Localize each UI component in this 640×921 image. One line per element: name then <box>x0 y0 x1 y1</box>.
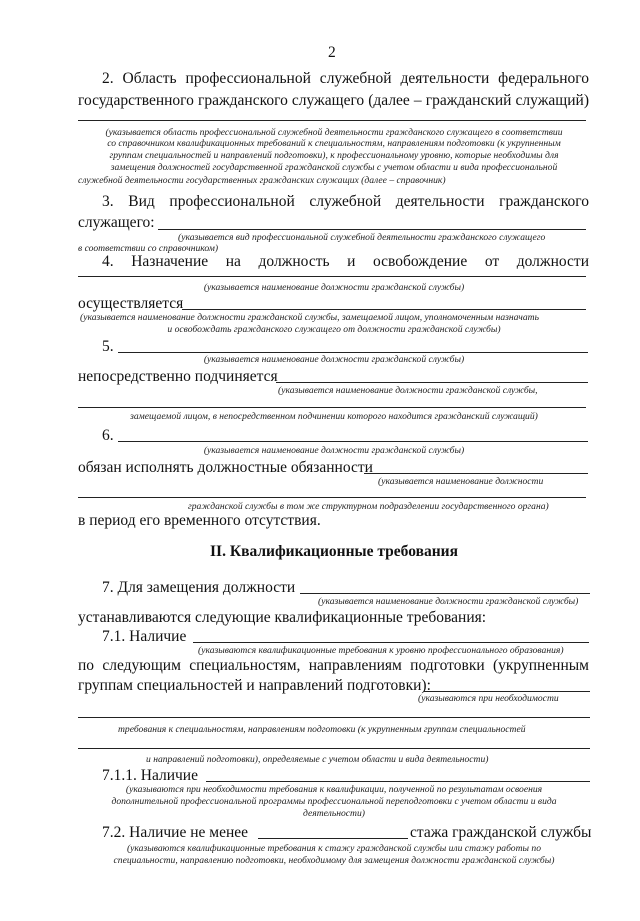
appointment-line1: 4. Назначение на должность и освобождение от должности <box>102 253 589 270</box>
area-paragraph-line2: государственного гражданского служащего (далее – гражданский служащий) <box>78 92 589 109</box>
substitution-label: обязан исполнять должностные обязанности <box>78 459 373 476</box>
education-spec-line <box>424 691 590 692</box>
subordination-hint-3: замещаемой лицом, в непосредственном подчинении которого находится гражданский служащий) <box>130 411 538 422</box>
appointment-hint-1: (указывается наименование должности гражданской службы) <box>203 282 465 293</box>
qualification-label: 7.1.1. Наличие <box>102 767 198 784</box>
appointment-fill-line <box>78 276 586 277</box>
requirements-line2: устанавливаются следующие квалификационные требования: <box>78 609 487 626</box>
experience-line <box>258 838 408 839</box>
area-hint-3: группам специальностей и направлений подготовки), к профессиональному уровню, которые необходимы для <box>109 150 559 161</box>
kind-label: служащего: <box>78 214 155 231</box>
appointment-hint-3: и освобождать гражданского служащего от должности гражданской службы) <box>167 324 501 335</box>
kind-hint-1: (указывается вид профессиональной служебной деятельности гражданского служащего <box>178 232 546 243</box>
experience-label: 7.2. Наличие не менее <box>102 824 249 841</box>
qualification-line <box>206 781 590 782</box>
substitution-num: 6. <box>102 427 114 444</box>
qualification-hint-2: дополнительной профессиональной программы профессиональной переподготовки с учетом области и вида <box>111 796 557 807</box>
education-hint-4: и направлений подготовки), определяемые с учетом области и вида деятельности) <box>146 754 489 765</box>
appointment-hint-2: (указывается наименование должности гражданской службы, замещаемой лицом, уполномоченным назначать <box>80 312 539 323</box>
experience-hint-1: (указываются квалификационные требования к стажу гражданской службы или стажу работы по <box>126 843 541 854</box>
appointment-authority-line <box>182 309 586 310</box>
page-number: 2 <box>328 44 336 61</box>
section-title: II. Квалификационные требования <box>210 543 458 560</box>
requirements-hint: (указывается наименование должности гражданской службы) <box>318 596 579 607</box>
qualification-hint-1: (указываются при необходимости требования к квалификации, полученной по результатам освоения <box>125 784 543 795</box>
substitution-head-line <box>364 473 588 474</box>
education-line2: по следующим специальностям, направлениям подготовки (укрупненным <box>78 657 589 674</box>
education-level-line <box>193 642 589 643</box>
subordination-head-line <box>276 382 588 383</box>
subordination-hint-1: (указывается наименование должности гражданской службы) <box>203 354 465 365</box>
substitution-fill-line <box>78 497 586 498</box>
area-hint-5: служебной деятельности государственных гражданских служащих (далее – справочник) <box>78 175 446 186</box>
kind-hint-2: в соответствии со справочником) <box>78 243 219 254</box>
kind-fill-line <box>158 229 586 230</box>
substitution-hint-1: (указывается наименование должности гражданской службы) <box>203 445 465 456</box>
area-hint-1: (указывается область профессиональной служебной деятельности гражданского служащего в соответствии <box>105 127 563 138</box>
appointment-label: осуществляется <box>78 295 184 312</box>
substitution-hint-3: гражданской службы в том же структурном подразделении государственного органа) <box>188 501 549 512</box>
qualification-hint-3: деятельности) <box>303 808 365 819</box>
requirements-label: 7. Для замещения должности <box>102 579 296 596</box>
education-hint-1: (указываются квалификационные требования к уровню профессионального образования) <box>198 645 564 656</box>
education-line3: группам специальностей и направлений подготовки): <box>78 677 431 694</box>
area-hint-4: замещения должностей государственной гражданской службы с учетом области и вида профессиональной <box>110 162 558 173</box>
education-hint-2: (указываются при необходимости <box>418 693 559 704</box>
substitution-hint-2: (указывается наименование должности <box>378 476 544 487</box>
education-hint-3: требования к специальностям, направлениям подготовки (к укрупненным группам специальностей <box>118 724 526 735</box>
area-hint-2: со справочником квалификационных требований к специальностям, направлениям подготовки (к укрупненным <box>107 138 561 149</box>
education-fill-line-1 <box>78 717 590 718</box>
experience-hint-2: специальности, направлению подготовки, необходимому для замещения должности гражданской службы) <box>113 855 555 866</box>
substitution-position-line <box>118 441 588 442</box>
subordination-hint-2: (указывается наименование должности гражданской службы, <box>278 385 538 396</box>
subordination-position-line <box>118 352 588 353</box>
kind-paragraph-line1: 3. Вид профессиональной служебной деятельности гражданского <box>102 193 589 210</box>
education-label: 7.1. Наличие <box>102 628 187 645</box>
subordination-num: 5. <box>102 338 114 355</box>
subordination-label: непосредственно подчиняется <box>78 368 278 385</box>
area-paragraph-line1: 2. Область профессиональной служебной деятельности федерального <box>102 70 589 87</box>
education-fill-line-2 <box>78 748 590 749</box>
substitution-tail: в период его временного отсутствия. <box>78 512 321 529</box>
experience-tail: стажа гражданской службы <box>410 824 592 841</box>
requirements-position-line <box>300 593 590 594</box>
area-fill-line <box>78 120 586 121</box>
subordination-fill-line <box>78 407 586 408</box>
